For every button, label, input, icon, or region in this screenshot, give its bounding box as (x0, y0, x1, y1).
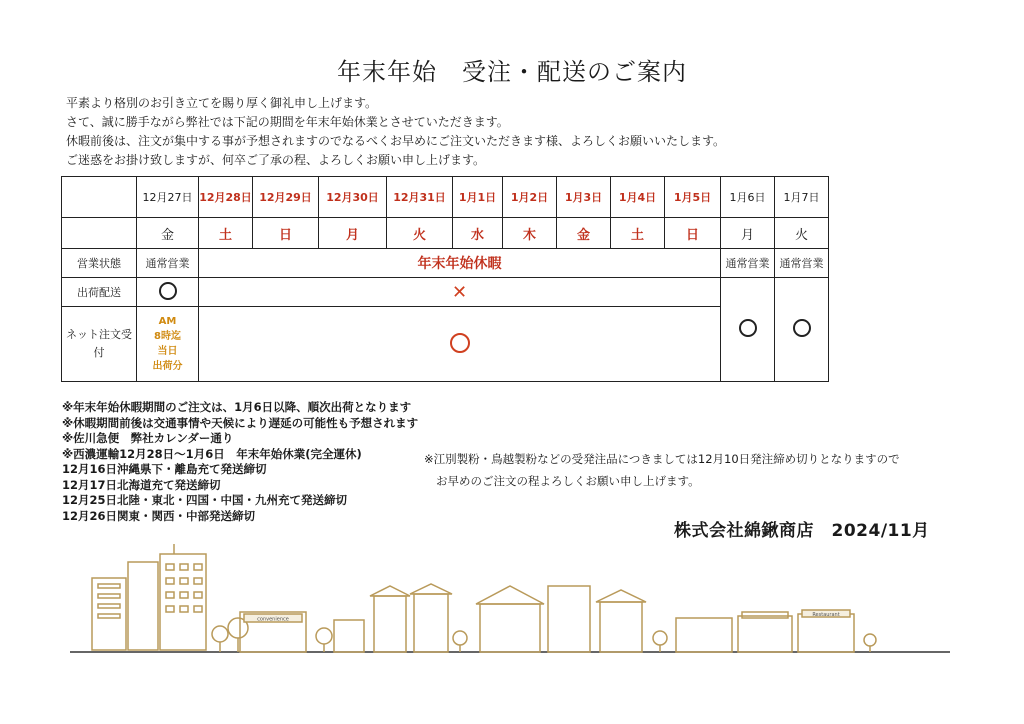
intro-line: 平素より格別のお引き立てを賜り厚く御礼申し上げます。 (66, 96, 378, 110)
corner-cell (62, 218, 137, 249)
side-note-line: お早めのご注文の程よろしくお願い申し上げます。 (436, 474, 700, 488)
order-mark (775, 278, 829, 382)
circle-mark-icon (159, 282, 177, 300)
date-cell: 1月4日 (611, 177, 665, 218)
date-cell: 1月1日 (453, 177, 503, 218)
intro-line: 休暇前後は、注文が集中する事が予想されますのでなるべくお早めにご注文いただきます様、よろしくお願いいたします。 (66, 134, 726, 148)
net-order-row (62, 307, 829, 382)
status-normal: 通常営業 (137, 249, 199, 278)
circle-mark-icon (793, 319, 811, 337)
weekday-cell: 火 (387, 218, 453, 249)
note-line: ※休暇期間前後は交通事情や天候により遅延の可能性も予想されます (62, 415, 419, 430)
cross-mark-icon: ✕ (451, 281, 468, 303)
convenience-sign: convenience (257, 616, 289, 623)
note-line: 12月26日関東・関西・中部発送締切 (62, 508, 256, 523)
shipping-row (62, 278, 829, 307)
row-label: 営業状態 (62, 249, 137, 278)
date-cell: 12月28日 (199, 177, 253, 218)
weekday-cell: 木 (503, 218, 557, 249)
weekday-cell: 日 (665, 218, 721, 249)
note-line: ※西濃運輸12月28日～1月6日 年末年始休業(完全運休) (62, 446, 362, 461)
am-note-line: 8時迄 (154, 331, 181, 342)
date-cell: 12月29日 (253, 177, 319, 218)
shipping-mark (137, 278, 199, 307)
weekday-cell: 金 (137, 218, 199, 249)
restaurant-sign: Restaurant (812, 611, 840, 618)
date-cell: 12月30日 (319, 177, 387, 218)
page-title (0, 52, 1024, 87)
title-text: 年末年始 受注・配送のご案内 (337, 58, 687, 86)
am-note-line: AM (158, 316, 177, 327)
status-normal: 通常営業 (775, 249, 829, 278)
note-line: 12月16日沖縄県下・離島充て発送締切 (62, 462, 267, 476)
date-cell: 1月3日 (557, 177, 611, 218)
am-note-line: 出荷分 (152, 361, 183, 372)
date-cell: 12月27日 (137, 177, 199, 218)
weekday-cell: 火 (775, 218, 829, 249)
am-note-line: 当日 (157, 346, 178, 357)
weekday-cell: 日 (253, 218, 319, 249)
circle-mark-icon (739, 319, 757, 337)
weekday-cell: 土 (199, 218, 253, 249)
business-status-row (62, 249, 829, 278)
row-label: 出荷配送 (62, 278, 137, 307)
net-order-open (199, 307, 721, 382)
corner-cell (62, 177, 137, 218)
note-line: 12月25日北陸・東北・四国・中国・九州充て発送締切 (62, 493, 348, 507)
town-illustration (70, 540, 950, 660)
intro-line: さて、誠に勝手ながら弊社では下記の期間を年末年始休業とさせていただきます。 (66, 115, 509, 129)
notes-list (62, 400, 418, 524)
am-note (137, 307, 199, 382)
shipping-closed (199, 278, 721, 307)
order-mark (721, 278, 775, 382)
note-line: 12月17日北海道充て発送締切 (62, 477, 221, 492)
circle-mark-icon (450, 333, 470, 353)
status-normal: 通常営業 (721, 249, 775, 278)
date-cell: 1月2日 (503, 177, 557, 218)
row-label: ネット注文受付 (62, 307, 137, 382)
weekday-row (62, 218, 829, 249)
intro-line: ご迷惑をお掛け致しますが、何卒ご了承の程、よろしくお願い申し上げます。 (66, 153, 486, 167)
date-cell: 1月6日 (721, 177, 775, 218)
date-row (62, 177, 829, 218)
date-cell: 12月31日 (387, 177, 453, 218)
weekday-cell: 月 (721, 218, 775, 249)
weekday-cell: 水 (453, 218, 503, 249)
side-note-line: ※江別製粉・鳥越製粉などの受発注品につきましては12月10日発注締め切りとなりますので (424, 452, 900, 466)
schedule-table (61, 176, 829, 382)
date-cell: 1月7日 (775, 177, 829, 218)
company-signature: 株式会社綿鍬商店 2024/11月 (674, 521, 930, 541)
side-note (424, 448, 900, 492)
weekday-cell: 土 (611, 218, 665, 249)
note-line: ※佐川急便 弊社カレンダー通り (62, 431, 234, 445)
holiday-label: 年末年始休暇 (199, 249, 721, 278)
date-cell: 1月5日 (665, 177, 721, 218)
note-line: ※年末年始休暇期間のご注文は、1月6日以降、順次出荷となります (62, 400, 412, 414)
weekday-cell: 金 (557, 218, 611, 249)
intro-text (66, 94, 725, 170)
weekday-cell: 月 (319, 218, 387, 249)
